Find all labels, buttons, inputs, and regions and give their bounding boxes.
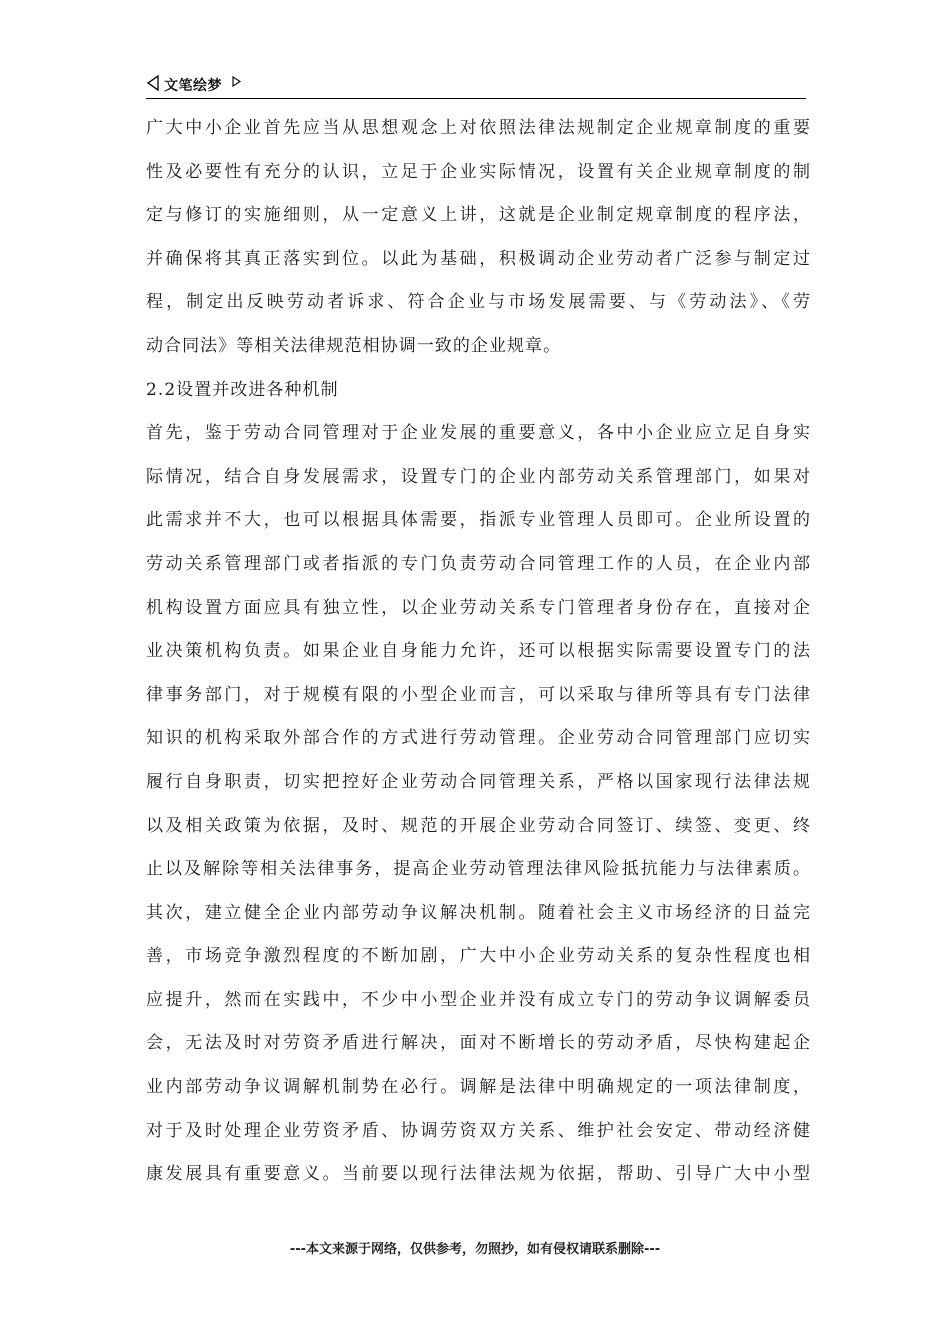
section-heading: 2.2设置并改进各种机制 xyxy=(146,379,339,400)
body-line: 程，制定出反映劳动者诉求、符合企业与市场发展需要、与《劳动法》、《劳 xyxy=(146,292,811,313)
body-line: 业内部劳动争议调解机制势在必行。调解是法律中明确规定的一项法律制度， xyxy=(146,1077,811,1098)
body-line: 对于及时处理企业劳资矛盾、协调劳资双方关系、维护社会安定、带动经济健 xyxy=(146,1120,811,1141)
body-line: 并确保将其真正落实到位。以此为基础，积极调动企业劳动者广泛参与制定过 xyxy=(146,248,811,269)
body-line: 应提升，然而在实践中，不少中小型企业并没有成立专门的劳动争议调解委员 xyxy=(146,989,811,1010)
body-line: 性及必要性有充分的认识，立足于企业实际情况，设置有关企业规章制度的制 xyxy=(146,161,811,182)
triangle-left-outline-icon xyxy=(146,74,160,92)
body-line: 止以及解除等相关法律事务，提高企业劳动管理法律风险抵抗能力与法律素质。 xyxy=(146,859,811,880)
body-line: 以及相关政策为依据，及时、规范的开展企业劳动合同签订、续签、变更、终 xyxy=(146,815,811,836)
header-title: 文笔绘梦 xyxy=(164,78,222,94)
body-line: 际情况，结合自身发展需求，设置专门的企业内部劳动关系管理部门，如果对 xyxy=(146,466,811,487)
body-line: 机构设置方面应具有独立性，以企业劳动关系专门管理者身份存在，直接对企 xyxy=(146,597,811,618)
document-body xyxy=(146,112,811,1202)
triangle-right-outline-icon xyxy=(231,75,242,88)
body-line: 动合同法》等相关法律规范相协调一致的企业规章。 xyxy=(146,335,562,356)
body-line: 广大中小企业首先应当从思想观念上对依照法律法规制定企业规章制度的重要 xyxy=(146,118,811,138)
body-line: 履行自身职责，切实把控好企业劳动合同管理关系，严格以国家现行法律法规 xyxy=(146,771,811,792)
body-line: 此需求并不大，也可以根据具体需要，指派专业管理人员即可。企业所设置的 xyxy=(146,510,811,531)
body-line: 会，无法及时对劳资矛盾进行解决，面对不断增长的劳动矛盾，尽快构建起企 xyxy=(146,1033,811,1054)
page-header xyxy=(146,72,806,99)
footer-disclaimer: ---本文来源于网络，仅供参考，勿照抄，如有侵权请联系删除--- xyxy=(289,1242,661,1257)
body-line: 知识的机构采取外部合作的方式进行劳动管理。企业劳动合同管理部门应切实 xyxy=(146,728,811,749)
body-line: 首先，鉴于劳动合同管理对于企业发展的重要意义，各中小企业应立足自身实 xyxy=(146,423,811,444)
body-line: 康发展具有重要意义。当前要以现行法律法规为依据，帮助、引导广大中小型 xyxy=(146,1164,811,1185)
body-line: 善，市场竞争激烈程度的不断加剧，广大中小企业劳动关系的复杂性程度也相 xyxy=(146,946,811,967)
body-line: 劳动关系管理部门或者指派的专门负责劳动合同管理工作的人员，在企业内部 xyxy=(146,553,811,574)
body-line: 律事务部门，对于规模有限的小型企业而言，可以采取与律所等具有专门法律 xyxy=(146,684,811,705)
body-line: 业决策机构负责。如果企业自身能力允许，还可以根据实际需要设置专门的法 xyxy=(146,641,811,662)
body-line: 定与修订的实施细则，从一定意义上讲，这就是企业制定规章制度的程序法， xyxy=(146,205,811,226)
body-line: 其次，建立健全企业内部劳动争议解决机制。随着社会主义市场经济的日益完 xyxy=(146,902,811,923)
